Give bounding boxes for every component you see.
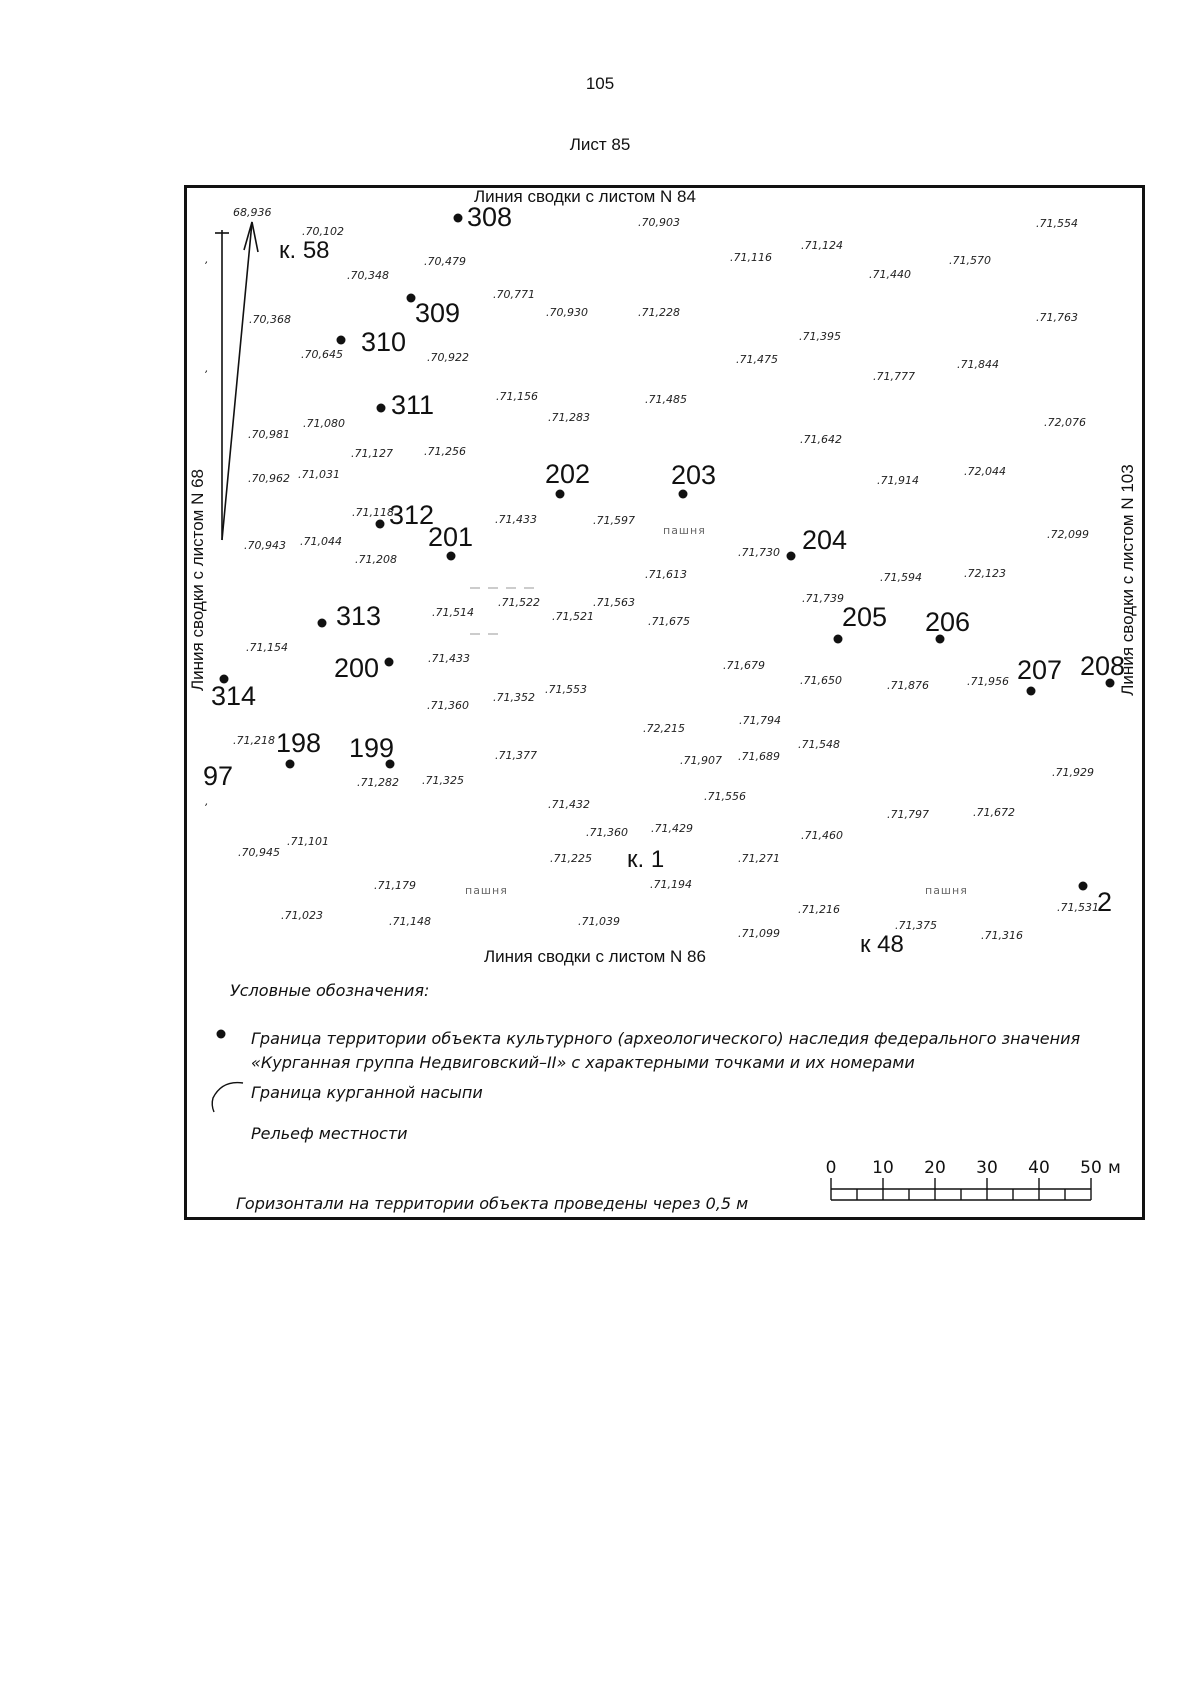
elevation-mark: .71,101 [287,835,329,848]
elevation-mark: .71,179 [374,879,416,892]
elevation-mark: .70,943 [244,539,286,552]
elevation-mark: .71,124 [801,239,843,252]
point-label: 201 [428,522,474,552]
legend-mound-text: Граница курганной насыпи [251,1083,483,1102]
mound-label: к. 1 [627,846,665,873]
legend-point-icon [217,1030,226,1039]
point-label: 198 [276,728,322,758]
elevation-mark: .71,548 [798,738,840,751]
elevation-mark: .71,225 [550,852,592,865]
elevation-mark: .71,475 [736,353,778,366]
elevation-mark: .70,981 [248,428,290,441]
elevation-mark: .70,645 [301,348,343,361]
elevation-mark: .71,554 [1036,217,1078,230]
elevation-mark: .70,368 [249,313,291,326]
svg-text:,: , [205,795,209,808]
elevation-mark: .71,194 [650,878,692,891]
elevation-mark: .71,039 [578,915,620,928]
point-label: 199 [349,733,395,763]
terrain-dashes [470,588,540,634]
elevation-mark: .71,228 [638,306,680,319]
edge-label-top: Линия сводки с листом N 84 [474,187,696,206]
north-arrow-elevation: 68,936 [233,206,272,219]
elevation-mark: .71,907 [680,754,722,767]
elevation-mark: .71,521 [552,610,594,623]
elevation-mark: .71,650 [800,674,842,687]
elevation-mark: .71,432 [548,798,590,811]
scale-tick-label: 20 [924,1158,946,1178]
elevation-mark: .70,102 [302,225,344,238]
field-label: пашня [663,524,706,537]
edge-label-left: Линия сводки с листом N 68 [188,469,207,691]
elevation-mark: .71,597 [593,514,635,527]
elevation-mark: .71,433 [495,513,537,526]
field-label: пашня [925,884,968,897]
point-label: 2 [1097,887,1113,917]
elevation-mark: .72,215 [643,722,685,735]
point-label: 312 [389,500,435,530]
elevation-mark: .71,876 [887,679,929,692]
elevation-mark: .71,460 [801,829,843,842]
elevation-mark: .71,325 [422,774,464,787]
point-label: 314 [211,681,257,711]
elevation-mark: .71,023 [281,909,323,922]
elevation-mark: .71,739 [802,592,844,605]
field-label: пашня [465,884,508,897]
point-label: 200 [334,653,380,683]
legend-relief-text: Рельеф местности [251,1124,408,1143]
scale-tick-label: 40 [1028,1158,1050,1178]
elevation-mark: .70,771 [493,288,535,301]
elevation-mark: .71,360 [427,699,469,712]
scale-tick-label: 0 [825,1158,837,1178]
elevation-mark: .71,429 [651,822,693,835]
elevation-mark: .71,148 [389,915,431,928]
elevation-mark: .71,485 [645,393,687,406]
elevation-mark: .71,256 [424,445,466,458]
elevation-mark: .71,613 [645,568,687,581]
elevation-mark: .70,903 [638,216,680,229]
point-label: 203 [671,460,717,490]
elevation-mark: .72,076 [1044,416,1086,429]
north-arrow-icon [215,222,258,540]
legend-contours-text: Горизонтали на территории объекта проведены через 0,5 м [236,1194,749,1213]
point-label: 205 [842,602,888,632]
elevation-mark: .71,956 [967,675,1009,688]
edge-label-bottom: Линия сводки с листом N 86 [484,947,706,966]
elevation-mark: .71,553 [545,683,587,696]
page-number: 105 [585,74,615,93]
elevation-mark: .71,282 [357,776,399,789]
elevation-mark: .71,929 [1052,766,1094,779]
elevation-mark: .71,522 [498,596,540,609]
elevation-mark: .71,730 [738,546,780,559]
elevation-mark: .71,563 [593,596,635,609]
elevation-mark: .71,689 [738,750,780,763]
elevation-mark: .71,433 [428,652,470,665]
elevation-mark: .71,118 [352,506,394,519]
elevation-mark: .71,208 [355,553,397,566]
point-label: 311 [391,390,435,420]
elevation-mark: .71,127 [351,447,393,460]
edge-label-right: Линия сводки с листом N 103 [1118,464,1137,696]
elevation-mark: .70,922 [427,351,469,364]
svg-text:,: , [205,362,209,375]
elevation-mark: .71,156 [496,390,538,403]
elevation-mark: .71,679 [723,659,765,672]
legend-title: Условные обозначения: [230,981,430,1000]
elevation-marks [233,216,1099,942]
elevation-mark: .70,962 [248,472,290,485]
scale-tick-label: 30 [976,1158,998,1178]
point-label: 204 [802,525,848,555]
elevation-mark: .71,283 [548,411,590,424]
elevation-mark: .71,044 [300,535,342,548]
elevation-mark: .71,154 [246,641,288,654]
legend-boundary-text: «Курганная группа Недвиговский–II» с характерными точками и их номерами [251,1053,915,1072]
sheet-title: Лист 85 [569,135,631,154]
elevation-mark: .71,794 [739,714,781,727]
elevation-mark: .71,642 [800,433,842,446]
elevation-mark: .71,316 [981,929,1023,942]
elevation-mark: .70,479 [424,255,466,268]
point-label: 206 [925,607,971,637]
elevation-mark: .71,440 [869,268,911,281]
point-label: 207 [1017,655,1063,685]
mound-label: к. 58 [279,237,330,264]
elevation-mark: .71,594 [880,571,922,584]
point-label: 309 [415,298,461,328]
elevation-mark: .71,271 [738,852,780,865]
elevation-mark: .71,844 [957,358,999,371]
elevation-mark: .70,348 [347,269,389,282]
elevation-mark: .71,116 [730,251,772,264]
elevation-mark: .71,531 [1057,901,1099,914]
scale-bar [831,1178,1091,1200]
point-label: 310 [361,327,407,357]
elevation-mark: .71,797 [887,808,929,821]
elevation-mark: .71,395 [799,330,841,343]
elevation-mark: .70,930 [546,306,588,319]
elevation-mark: .70,945 [238,846,280,859]
elevation-mark: .71,031 [298,468,340,481]
elevation-mark: .71,080 [303,417,345,430]
elevation-mark: .71,914 [877,474,919,487]
elevation-mark: .71,570 [949,254,991,267]
elevation-mark: .71,763 [1036,311,1078,324]
elevation-mark: .71,377 [495,749,537,762]
elevation-mark: .71,514 [432,606,474,619]
elevation-mark: .71,218 [233,734,275,747]
elevation-mark: .71,675 [648,615,690,628]
elevation-mark: .72,044 [964,465,1006,478]
mound-label: к 48 [860,931,904,958]
point-label: 313 [336,601,382,631]
elevation-mark: .71,099 [738,927,780,940]
point-label: 97 [203,761,234,791]
elevation-mark: .71,375 [895,919,937,932]
scale-tick-label: 50 [1080,1158,1102,1178]
svg-text:,: , [205,253,209,266]
elevation-mark: .72,123 [964,567,1006,580]
elevation-mark: .71,360 [586,826,628,839]
point-label: 308 [467,202,513,232]
point-label: 202 [545,459,591,489]
elevation-mark: .71,777 [873,370,915,383]
elevation-mark: .71,672 [973,806,1015,819]
legend-boundary-text: Граница территории объекта культурного (археологического) наследия федерального значения [251,1029,1081,1048]
scale-tick-label: 10 [872,1158,894,1178]
scale-unit: м [1108,1158,1121,1178]
elevation-mark: .72,099 [1047,528,1089,541]
elevation-mark: .71,556 [704,790,746,803]
point-label: 208 [1080,651,1126,681]
elevation-mark: .71,216 [798,903,840,916]
elevation-mark: .71,352 [493,691,535,704]
mound-boundary-icon [212,1083,243,1112]
